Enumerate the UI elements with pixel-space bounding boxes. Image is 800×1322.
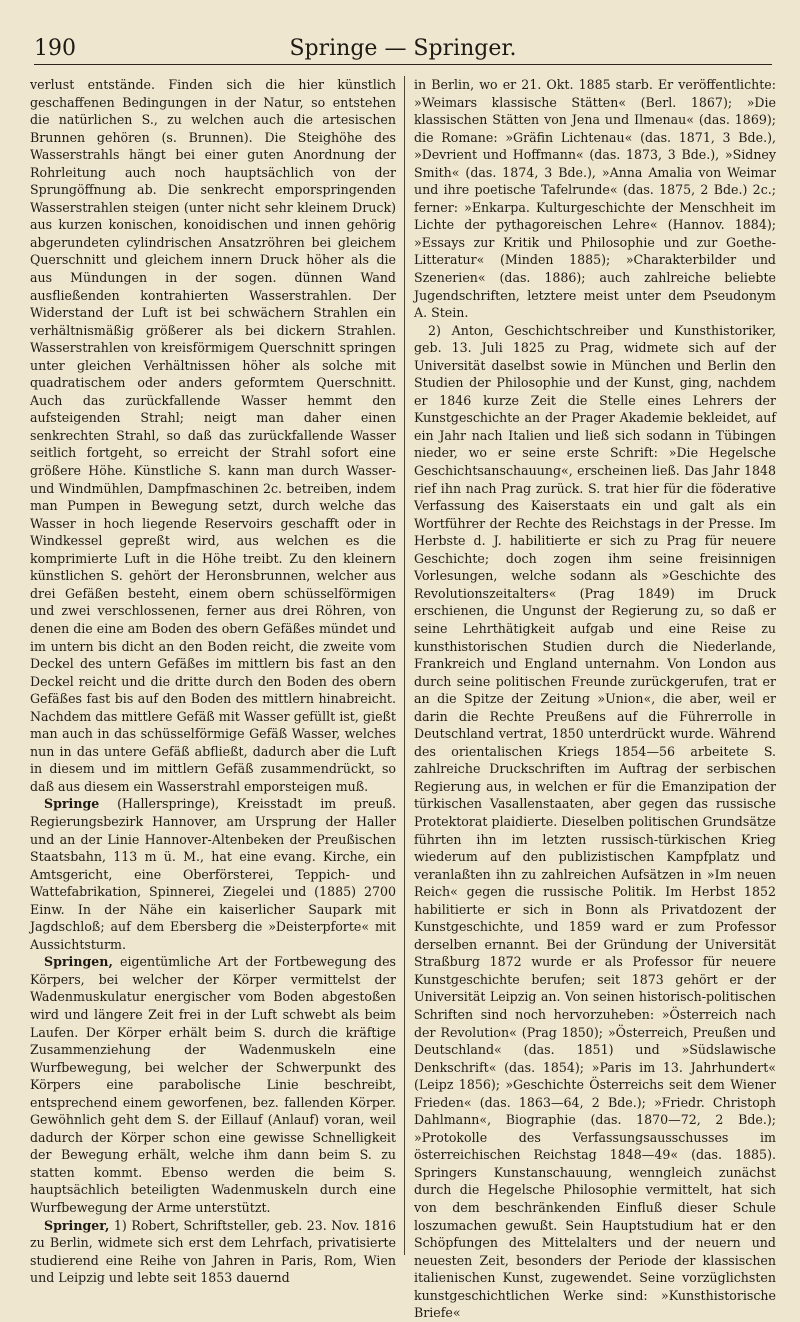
entry-springen — [30, 953, 396, 1216]
entry-springe — [30, 795, 396, 953]
column-divider — [404, 76, 405, 1255]
entry-headword: Springen, — [44, 954, 113, 970]
entry-text: (Hallerspringe), Kreisstadt im preuß. Regierungsbezirk Hannover, am Ursprung der Haller und an der Linie Hannover-Altenbeken der Preußischen Staatsbahn, 113 m ü. M., hat eine evang. Kirche, ein Amtsgericht, eine Oberförsterei, Teppich- und Wattefabrikation, Spinnerei, Ziegelei und (1885) 2700 Einw. In der Nähe ein kaiserlicher Saupark mit Jagdschloß; auf dem Ebersberg die »Deisterpforte« mit Aussichtsturm. — [30, 796, 396, 952]
entry-text: 1) Robert, Schriftsteller, geb. 23. Nov. 1816 zu Berlin, widmete sich erst dem Lehrfach, privatisierte studierend eine Reihe von Jahren in Paris, Rom, Wien und Leipzig und lebte seit 1853 dauernd — [30, 1217, 396, 1286]
page-header — [34, 28, 772, 65]
entry-text: eigentümliche Art der Fortbewegung des Körpers, bei welcher der Körper vermittelst der Wadenmuskulatur energischer vom Boden abgestoßen wird und längere Zeit frei in der Luft schwebt als beim Laufen. Der Körper erhält beim S. durch die kräftige Zusammenziehung der Wadenmuskeln eine Wurfbewegung, bei welcher der Schwerpunkt des Körpers eine parabolische Linie beschreibt, entsprechend einem geworfenen, bez. fallenden Körper. Gewöhnlich geht dem S. der Eillauf (Anlauf) voran, weil dadurch der Körper schon eine gewisse Schnelligkeit der Bewegung erhält, welche ihm dann beim S. zu statten kommt. Ebenso werden die beim S. hauptsächlich beteiligten Wadenmuskeln durch eine Wurfbewegung der Arme unterstützt. — [30, 954, 396, 1215]
left-column — [30, 76, 396, 1286]
running-head: Springe — Springer. — [289, 36, 517, 61]
right-column — [414, 76, 776, 1321]
entry-springer-anton — [414, 322, 776, 1322]
entry-paragraph — [414, 76, 776, 322]
page-number: 190 — [34, 36, 76, 61]
entry-paragraph — [30, 76, 396, 795]
entry-text: in Berlin, wo er 21. Okt. 1885 starb. Er veröffentlichte: »Weimars klassische Stätten« (Berl. 1867); »Die klassischen Stätten von Jena und Ilmenau« (das. 1869); die Romane: »Gräfin Lichtenau« (das. 1871, 3 Bde.), »Devrient und Hoffmann« (das. 1873, 3 Bde.), »Sidney Smith« (das. 1874, 3 Bde.), »Anna Amalia von Weimar und ihre poetische Tafelrunde« (das. 1875, 2 Bde.) 2c.; ferner: »Enkarpa. Kulturgeschichte der Menschheit im Lichte der pythagoreischen Lehre« (Hannov. 1884); »Essays zur Kritik und Philosophie und zur Goethe-Litteratur« (Minden 1885); »Charakterbilder und Szenerien« (das. 1886); auch zahlreiche beliebte Jugendschriften, letztere meist unter dem Pseudonym A. Stein. — [414, 77, 776, 321]
entry-headword: Springe — [44, 796, 100, 812]
entry-text: verlust entstände. Finden sich die hier künstlich geschaffenen Bedingungen in der Natur, so entstehen die natürlichen S., zu welchen auch die artesischen Brunnen gehören (s. Brunnen). Die Steighöhe des Wasserstrahls hängt bei einer guten Anordnung der Rohrleitung auch noch hauptsächlich von der Sprungöffnung ab. Die senkrecht emporspringenden Wasserstrahlen steigen (unter nicht sehr kleinem Druck) aus kurzen konischen, konoidischen und innen gehörig abgerundeten cylindrischen Ansatzröhren bei gleichem Querschnitt und gleichem innern Druck höher als die aus Mündungen in der sogen. dünnen Wand ausfließenden kontrahierten Wasserstrahlen. Der Widerstand der Luft ist bei schwächern Strahlen ein verhältnismäßig größerer als bei dickern Strahlen. Wasserstrahlen von kreisförmigem Querschnitt springen unter gleichen Verhältnissen höher als solche mit quadratischem oder anders geformtem Querschnitt. Auch das zurückfallende Wasser hemmt den aufsteigenden Strahl; neigt man daher einen senkrechten Strahl, so daß das zurückfallende Wasser seitlich fortgeht, so erreicht der Strahl sofort eine größere Höhe. Künstliche S. kann man durch Wasser- und Windmühlen, Dampfmaschinen 2c. betreiben, indem man Pumpen in Bewegung setzt, durch welche das Wasser in hoch liegende Reservoirs geschafft oder in Windkessel gepreßt wird, aus welchen es die komprimierte Luft in die Höhe treibt. Zu den kleinern künstlichen S. gehört der Heronsbrunnen, welcher aus drei Gefäßen besteht, einem obern schüsselförmigen und zwei verschlossenen, ferner aus drei Röhren, von denen die eine am Boden des obern Gefäßes mündet und im untern bis dicht an den Boden reicht, die zweite vom Deckel des untern Gefäßes im mittlern bis fast an den Deckel reicht und die dritte durch den Boden des obern Gefäßes fast bis auf den Boden des mittlern hinabreicht. Nachdem das mittlere Gefäß mit Wasser gefüllt ist, gießt man auch in das schüsselförmige Gefäß Wasser, welches nun in das untere Gefäß abfließt, dadurch aber die Luft in diesem und im mittlern Gefäß zusammendrückt, so daß aus diesem ein Wasserstrahl emporsteigen muß. — [30, 77, 396, 794]
entry-springer — [30, 1217, 396, 1287]
entry-text: 2) Anton, Geschichtschreiber und Kunsthistoriker, geb. 13. Juli 1825 zu Prag, widmete sich auf der Universität daselbst sowie in München und Berlin den Studien der Philosophie und der Kunst, ging, nachdem er 1846 kurze Zeit die Stelle eines Lehrers der Kunstgeschichte an der Prager Akademie bekleidet, auf ein Jahr nach Italien und ließ sich sodann in Tübingen nieder, wo er seine erste Schrift: »Die Hegelsche Geschichtsanschauung«, erscheinen ließ. Das Jahr 1848 rief ihn nach Prag zurück. S. trat hier für die föderative Verfassung des Kaiserstaats ein und galt als ein Wortführer der Rechte des Reichstags in der Presse. Im Herbste d. J. habilitierte er sich zu Prag für neuere Geschichte; doch zogen ihm seine freisinnigen Vorlesungen, welche sodann als »Geschichte des Revolutionszeitalters« (Prag 1849) im Druck erschienen, die Ungunst der Regierung zu, so daß er seine Lehrthätigkeit aufgab und eine Reise zu kunsthistorischen Studien durch die Niederlande, Frankreich und England unternahm. Von London aus durch seine politischen Freunde zurückgerufen, trat er an die Spitze der Zeitung »Union«, die aber, weil er darin die Rechte Preußens auf die Führerrolle in Deutschland vertrat, 1850 unterdrückt wurde. Während des orientalischen Kriegs 1854—56 arbeitete S. zahlreiche Druckschriften im Auftrag der serbischen Regierung aus, in welchen er für die Emanzipation der türkischen Vasallenstaaten, aber gegen das russische Protektorat plaidierte. Dieselben politischen Grundsätze führten ihn im letzten russisch-türkischen Krieg wiederum auf den publizistischen Kampfplatz und veranlaßten ihn zu zahlreichen Aufsätzen in »Im neuen Reich« gegen die russische Politik. Im Herbst 1852 habilitierte er sich in Bonn als Privatdozent der Kunstgeschichte, und 1859 ward er zum Professor derselben ernannt. Bei der Gründung der Universität Straßburg 1872 wurde er als Professor für neuere Kunstgeschichte berufen; seit 1873 gehört er der Universität Leipzig an. Von seinen historisch-politischen Schriften sind noch hervorzuheben: »Österreich nach der Revolution« (Prag 1850); »Österreich, Preußen und Deutschland« (das. 1851) und »Südslawische Denkschrift« (das. 1854); »Paris im 13. Jahrhundert« (Leipz 1856); »Geschichte Österreichs seit dem Wiener Frieden« (das. 1863—64, 2 Bde.); »Friedr. Christoph Dahlmann«, Biographie (das. 1870—72, 2 Bde.); »Protokolle des Verfassungsausschusses im österreichischen Reichstag 1848—49« (das. 1885). Springers Kunstanschauung, wenngleich zunächst durch die Hegelsche Philosophie vermittelt, hat sich von dem beschränkenden Einfluß dieser Schule loszumachen gewußt. Sein Hauptstudium hat er den Schöpfungen des Mittelalters und der neuern und neuesten Zeit, besonders der Periode der klassischen italienischen Kunst, zugewendet. Seine vorzüglichsten kunstgeschichtlichen Werke sind: »Kunsthistorische Briefe« — [414, 322, 776, 1321]
entry-headword: Springer, — [44, 1217, 110, 1233]
